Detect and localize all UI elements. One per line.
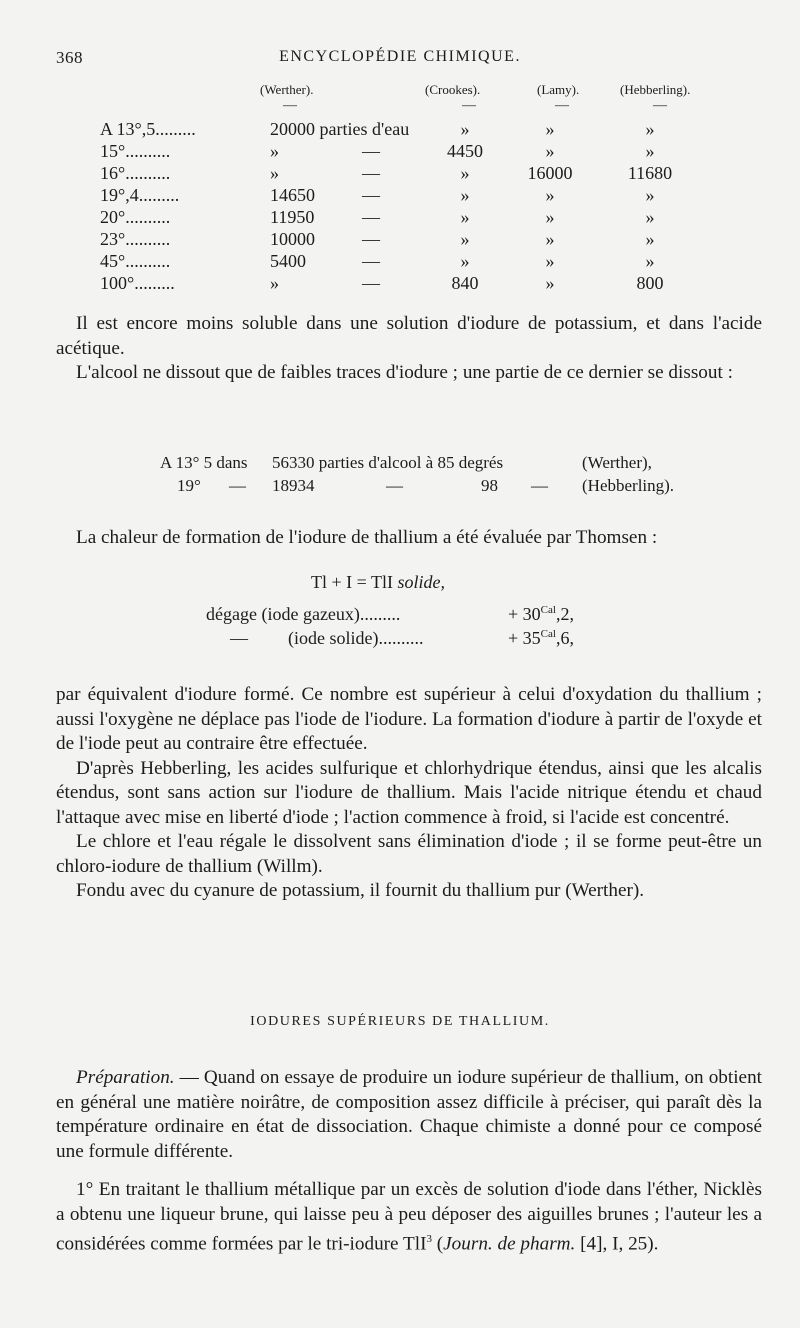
cell-ditto-dash: — — [362, 229, 380, 249]
paragraph: Préparation. — Quand on essaye de produire un iodure supérieur de thallium, on obtient en général une matière noirâtre, de composition assez difficile à préciser, qui paraît dès la température ordinaire en état de dissociation. Chaque chimiste a donné pour ce composé une formule différente. — [56, 1067, 762, 1162]
cell-lamy: » — [545, 141, 555, 161]
cell-werther: » — [270, 273, 279, 293]
cell-crookes: » — [460, 229, 470, 249]
formula-row-gaseous: dégage (iode gazeux)......... — [206, 604, 401, 624]
thermo-formula — [56, 572, 762, 654]
header-dash: — — [283, 98, 297, 113]
cell-crookes: 4450 — [447, 141, 483, 161]
cell-crookes: » — [460, 185, 470, 205]
cell-hebberling: » — [645, 141, 655, 161]
cell-temperature: 23°.......... — [100, 229, 171, 249]
paragraph-lead: Préparation. — [76, 1067, 175, 1088]
cell-lamy: » — [545, 207, 555, 227]
header-dash: — — [653, 98, 667, 113]
cell-hebberling: 11680 — [627, 163, 673, 183]
cell-werther: 10000 — [270, 229, 315, 249]
table-row — [100, 206, 740, 228]
cell-hebberling: » — [645, 185, 655, 205]
cell-lamy: » — [545, 273, 555, 293]
paragraph: L'alcool ne dissout que de faibles traces d'iodure ; une partie de ce dernier se dissout : — [76, 362, 733, 383]
cell-hebberling: » — [645, 251, 655, 271]
cell-temperature: 19°,4......... — [100, 185, 180, 205]
cell-temperature: 15°.......... — [100, 141, 171, 161]
ditto-dash: — — [386, 476, 403, 495]
running-title: ENCYCLOPÉDIE CHIMIQUE. — [279, 48, 521, 65]
alcohol-temp: 19° — [177, 476, 201, 495]
cell-lamy: » — [545, 229, 555, 249]
cell-crookes: » — [460, 119, 470, 139]
col-header-crookes: (Crookes). — [425, 82, 481, 97]
page-header — [56, 48, 744, 72]
cell-crookes: » — [460, 207, 470, 227]
paragraph: D'après Hebberling, les acides sulfurique et chlorhydrique étendus, ainsi que les alcalis étendus, sont sans action sur l'iodure de thallium. Mais l'acide nitrique étendu et chaud l'attaque avec mise en liberté d'iode ; l'action commence à froid, si l'acide est concentré. — [56, 757, 762, 828]
cell-crookes: 840 — [451, 273, 479, 293]
col-header-lamy: (Lamy). — [537, 82, 580, 97]
header-dash: — — [555, 98, 569, 113]
cell-werther: 14650 — [270, 185, 315, 205]
cell-ditto-dash: — — [362, 141, 380, 161]
text-block-4 — [56, 1066, 762, 1164]
cell-temperature: A 13°,5......... — [100, 119, 196, 139]
cell-werther: » — [270, 163, 279, 183]
cell-hebberling: » — [645, 119, 655, 139]
cell-temperature: 100°......... — [100, 273, 175, 293]
formula-row-solid: — — [230, 628, 248, 648]
cell-ditto-dash: — — [362, 185, 380, 205]
col-header-werther: (Werther). — [260, 82, 314, 97]
cell-lamy: » — [545, 119, 555, 139]
alcohol-parts: 18934 — [272, 476, 315, 495]
paragraph: La chaleur de formation de l'iodure de thallium a été évaluée par Thomsen : — [76, 527, 658, 548]
cell-lamy: » — [545, 185, 555, 205]
table-row — [100, 228, 740, 250]
cell-werther: 11950 — [270, 207, 315, 227]
table-column-headers — [100, 82, 740, 108]
formula-value-solid: + $35^{Cal},6$, — [508, 628, 574, 648]
cell-werther: 5400 — [270, 251, 306, 271]
table-row — [100, 184, 740, 206]
cell-crookes: » — [460, 251, 470, 271]
text-block-3 — [56, 683, 762, 904]
alcohol-row — [56, 474, 762, 497]
page-number: 368 — [56, 48, 83, 67]
cell-lamy: » — [545, 251, 555, 271]
alcohol-row — [56, 451, 762, 474]
paragraph: 1° En traitant le thallium métallique par un excès de solution d'iode dans l'éther, Nicklès a obtenu une liqueur brune, qui laisse peu à peu déposer des aiguilles brunes ; l'auteur les a considérées comme formées par le tri-iodure TlI$^3$ (Journ. de pharm. [4], I, 25). — [56, 1179, 762, 1255]
cell-lamy: 16000 — [527, 163, 573, 183]
paragraph: Fondu avec du cyanure de potassium, il fournit du thallium pur (Werther). — [76, 880, 645, 901]
cell-ditto-dash: — — [362, 163, 380, 183]
table-row — [100, 140, 740, 162]
col-header-hebberling: (Hebberling). — [620, 82, 691, 97]
header-dashes — [100, 98, 740, 118]
alcohol-parts: 56330 parties d'alcool à 85 degrés — [272, 453, 504, 472]
text-block-2 — [56, 526, 762, 551]
alcohol-solubility — [56, 451, 762, 497]
ditto-dash: — — [531, 476, 548, 495]
text-block-1 — [56, 312, 762, 386]
ditto-dash: — — [229, 476, 246, 495]
paragraph: Le chlore et l'eau régale le dissolvent sans élimination d'iode ; il se forme peut-être un chloro-iodure de thallium (Willm). — [56, 831, 762, 877]
cell-crookes: » — [460, 163, 470, 183]
cell-hebberling: » — [645, 229, 655, 249]
cell-hebberling: » — [645, 207, 655, 227]
cell-ditto-dash: — — [362, 273, 380, 293]
table-row — [100, 250, 740, 272]
table-row — [100, 272, 740, 294]
alcohol-degrees: 98 — [481, 476, 498, 495]
formula-label-solid: (iode solide).......... — [288, 628, 424, 648]
formula-equation: Tl + I = TlI solide, — [311, 572, 445, 592]
cell-werther: » — [270, 141, 279, 161]
alcohol-temp: A 13° 5 dans — [160, 453, 248, 472]
cell-werther: 20000 parties d'eau — [270, 119, 410, 139]
alcohol-source: (Hebberling). — [582, 476, 675, 495]
cell-hebberling: 800 — [636, 273, 664, 293]
table-row — [100, 118, 740, 140]
text-block-5 — [56, 1178, 762, 1257]
cell-temperature: 45°.......... — [100, 251, 171, 271]
table-row — [100, 162, 740, 184]
paragraph: Il est encore moins soluble dans une solution d'iodure de potassium, et dans l'acide acétique. — [56, 313, 762, 359]
cell-ditto-dash: — — [362, 207, 380, 227]
cell-temperature: 16°.......... — [100, 163, 171, 183]
section-title: IODURES SUPÉRIEURS DE THALLIUM. — [250, 1014, 550, 1029]
solubility-table — [100, 82, 740, 294]
cell-temperature: 20°.......... — [100, 207, 171, 227]
header-dash: — — [462, 98, 476, 113]
formula-value-gaseous: + $30^{Cal},2$, — [508, 604, 574, 624]
cell-ditto-dash: — — [362, 251, 380, 271]
paragraph: par équivalent d'iodure formé. Ce nombre est supérieur à celui d'oxydation du thallium ; aussi l'oxygène ne déplace pas l'iode de l'iodure. La formation d'iodure à partir de l'oxyde et de l'iode peut au contraire être effectuée. — [56, 684, 762, 754]
alcohol-source: (Werther), — [582, 453, 652, 472]
